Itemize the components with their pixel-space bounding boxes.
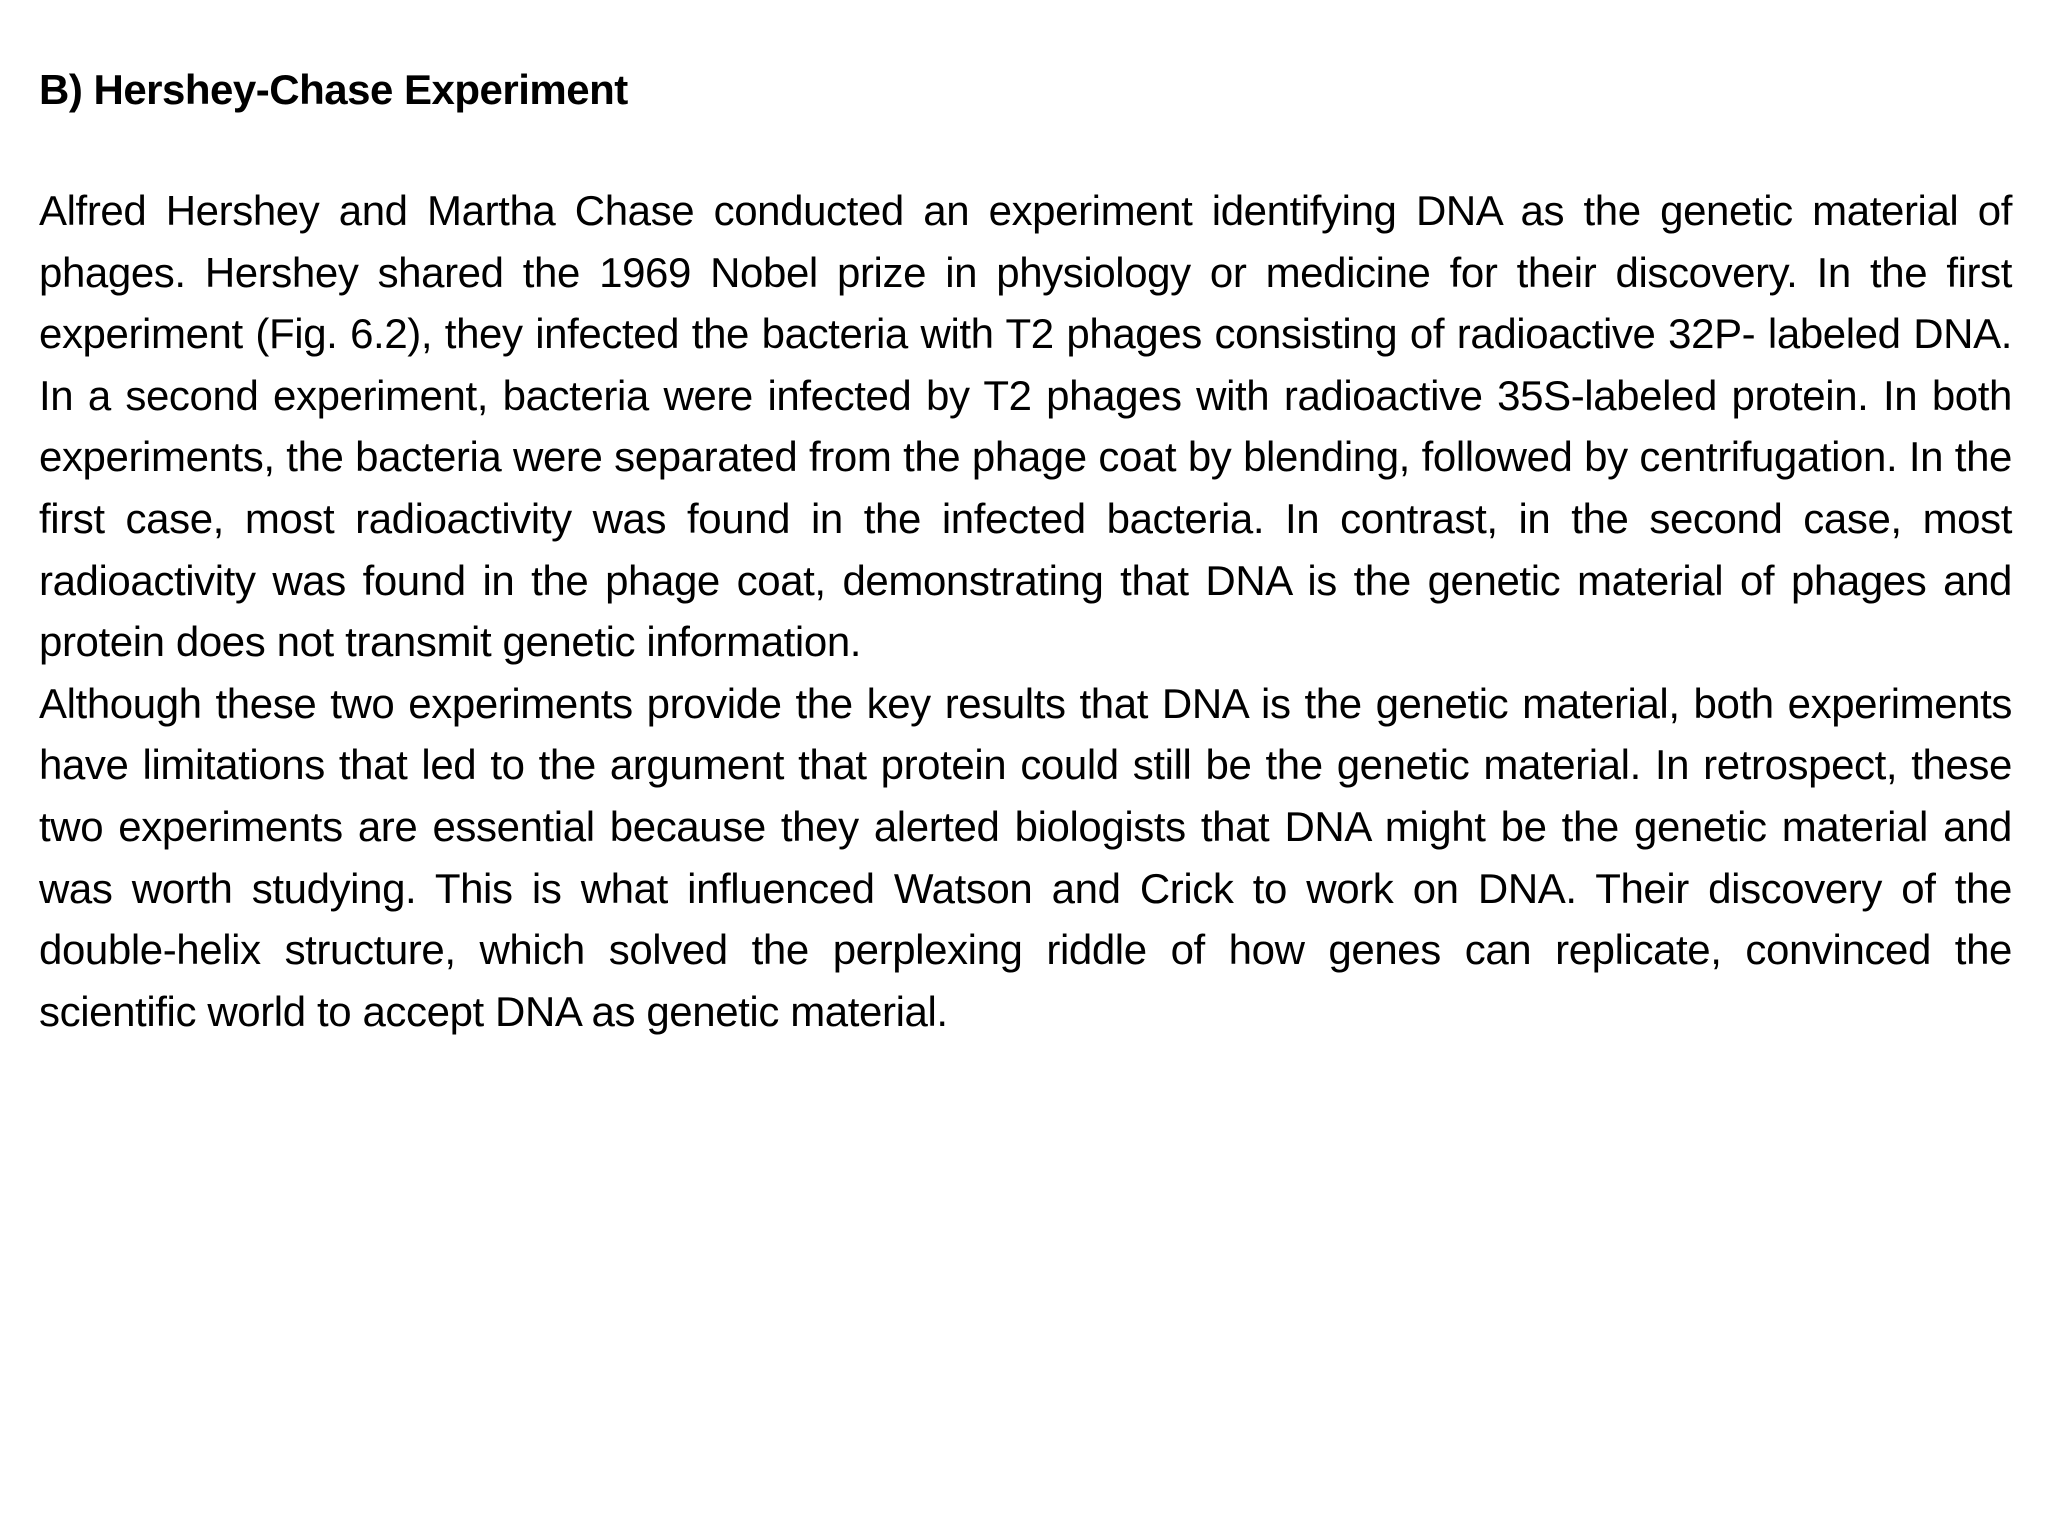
slide-content xyxy=(39,60,2012,1042)
section-heading: B) Hershey-Chase Experiment xyxy=(39,66,628,113)
paragraph-limitations: Although these two experiments provide the key results that DNA is the genetic material, both experiments have limitations that led to the argument that protein could still be the genetic material. In retrospect, these two experiments are essential because they alerted biologists that DNA might be the genetic material and was worth studying. This is what influenced Watson and Crick to work on DNA. Their discovery of the double-helix structure, which solved the perplexing riddle of how genes can replicate, convinced the scientific world to accept DNA as genetic material. xyxy=(39,679,2012,1035)
paragraph-hershey-chase: Alfred Hershey and Martha Chase conducted an experiment identifying DNA as the genetic material of phages. Hershey shared the 1969 Nobel prize in physiology or medicine for their discovery. In the first experiment (Fig. 6.2), they infected the bacteria with T2 phages consisting of radioactive 32P- labeled DNA. In a second experiment, bacteria were infected by T2 phages with radioactive 35S-labeled protein. In both experiments, the bacteria were separated from the phage coat by blending, followed by centrifugation. In the first case, most radioactivity was found in the infected bacteria. In contrast, in the second case, most radioactivity was found in the phage coat, demonstrating that DNA is the genetic material of phages and protein does not transmit genetic information. xyxy=(39,187,2012,666)
